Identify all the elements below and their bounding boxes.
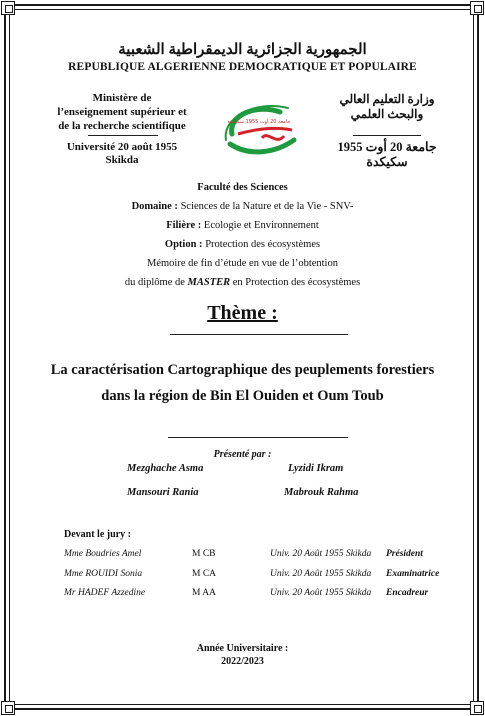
academic-year (0, 642, 485, 668)
republic-title-arabic: الجمهورية الجزائرية الديمقراطية الشعبية (118, 42, 367, 58)
ministry-arabic-line: وزارة التعليم العالي (339, 92, 435, 106)
jury-label: Devant le jury : (64, 529, 131, 540)
jury-member-university: Univ. 20 Août 1955 Skikda (270, 549, 372, 559)
university-logo (218, 100, 300, 160)
thesis-subject-line: dans la région de Bin El Ouiden et Oum Toub (101, 388, 384, 404)
jury-member-role: Examinatrice (386, 569, 440, 579)
ministry-french-line: Ministère de (92, 92, 152, 104)
corner-ornament-bottom-right (470, 701, 484, 715)
university-arabic (322, 140, 452, 170)
jury-member-university: Univ. 20 Août 1955 Skikda (270, 569, 372, 579)
jury-member-grade: M CA (192, 569, 217, 579)
corner-ornament-bottom-left (1, 701, 15, 715)
ministry-arabic (322, 92, 452, 122)
thesis-subject (0, 357, 485, 409)
faculty: Faculté des Sciences (197, 182, 288, 193)
student-name: Mezghache Asma (127, 463, 204, 474)
diploma-line (0, 273, 485, 292)
jury-member-role: Président (386, 549, 423, 559)
ministry-french (38, 91, 206, 133)
logo-text: جامعة 20 أوت 1955 سكيكدة (227, 119, 291, 125)
ministry-arabic-line: والبحث العلمي (350, 107, 424, 121)
jury-member-name: Mme ROUIDI Sonia (64, 569, 143, 579)
memoire-line: Mémoire de fin d’étude en vue de l’obtention (147, 258, 338, 269)
jury-row (0, 588, 485, 602)
jury-member-role: Encadreur (386, 588, 429, 598)
university-french-line: Skikda (105, 154, 139, 166)
diploma-master: MASTER (187, 277, 231, 288)
option-value: Protection des écosystèmes (205, 239, 321, 250)
divider-left (88, 135, 158, 136)
filiere-line (0, 216, 485, 235)
ministry-french-line: l’enseignement supérieur et (57, 106, 187, 118)
academic-year-value: 2022/2023 (221, 656, 264, 667)
subject-divider (168, 437, 348, 438)
divider-right (353, 135, 421, 136)
diploma-prefix: du diplôme de (124, 277, 185, 288)
ministry-french-line: de la recherche scientifique (58, 120, 186, 132)
corner-ornament-top-right (470, 1, 484, 15)
university-french (52, 141, 192, 167)
republic-title-french: REPUBLIQUE ALGERIENNE DEMOCRATIQUE ET POPULAIRE (68, 61, 417, 73)
student-name: Mabrouk Rahma (284, 487, 359, 498)
university-arabic-line: جامعة 20 أوت 1955 (337, 140, 437, 154)
logo-red-band (238, 128, 292, 134)
option-label: Option : (164, 239, 203, 250)
theme-underline-rule (170, 334, 348, 335)
theme-heading: Thème : (207, 302, 278, 324)
option-line (0, 235, 485, 254)
jury-row (0, 549, 485, 563)
jury-member-name: Mme Boudries Amel (64, 549, 142, 559)
domain-label: Domaine : (131, 201, 178, 212)
jury-member-name: Mr HADEF Azzedine (64, 588, 146, 598)
academic-year-label: Année Universitaire : (196, 643, 289, 654)
corner-ornament-top-left (1, 1, 15, 15)
jury-row (0, 569, 485, 583)
diploma-suffix: en Protection des écosystèmes (232, 277, 361, 288)
jury-member-grade: M AA (192, 588, 217, 598)
filiere-value: Ecologie et Environnement (203, 220, 319, 231)
university-arabic-line: سكيكدة (366, 155, 408, 169)
student-name: Mansouri Rania (127, 487, 199, 498)
student-name: Lyzidi Ikram (288, 463, 344, 474)
jury-member-grade: M CB (192, 549, 216, 559)
thesis-subject-line: La caractérisation Cartographique des peuplements forestiers (50, 362, 435, 378)
domain-value: Sciences de la Nature et de la Vie - SNV- (180, 201, 354, 212)
logo-red-wave (262, 136, 284, 140)
filiere-label: Filière : (166, 220, 202, 231)
domain-line (0, 197, 485, 216)
logo-green-wave (230, 140, 294, 152)
university-french-line: Université 20 août 1955 (66, 141, 178, 153)
presented-by-label: Présenté par : (213, 449, 272, 460)
jury-member-university: Univ. 20 Août 1955 Skikda (270, 588, 372, 598)
